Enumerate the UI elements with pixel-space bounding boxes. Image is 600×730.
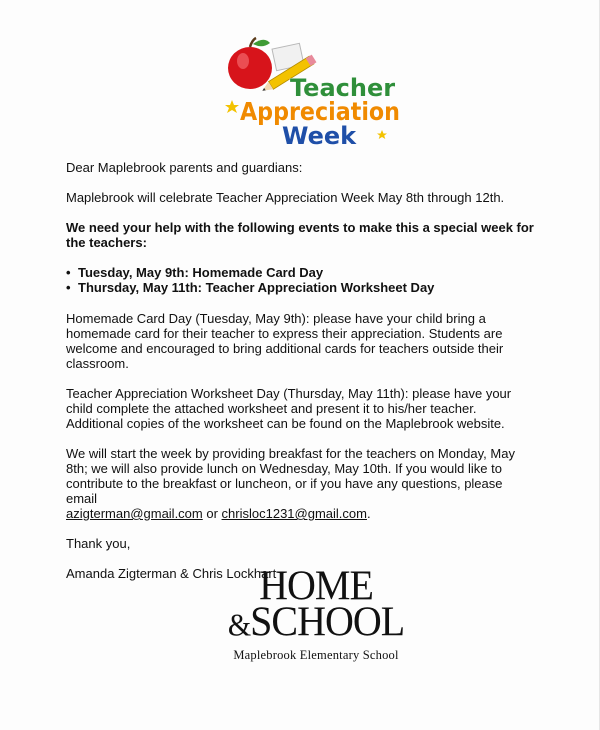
intro-paragraph: Maplebrook will celebrate Teacher Appreciation Week May 8th through 12th. [66,190,505,205]
logo-school-text: SCHOOL [250,597,405,645]
list-item [66,280,536,295]
home-and-school-logo [216,561,416,663]
breakfast-paragraph [66,446,536,521]
event-label: Tuesday, May 9th: Homemade Card Day [78,265,324,280]
email-link-chrisloc[interactable]: chrisloc1231@gmail.com [221,506,367,521]
logo-word-week: Week [282,122,357,150]
teacher-appreciation-week-logo [222,34,404,150]
apple-pencil-logo-icon [222,34,404,150]
logo-ampersand: & [227,608,251,643]
bullet-icon: • [66,280,71,295]
card-day-paragraph: Homemade Card Day (Tuesday, May 9th): please have your child bring a homemade card for their teacher to express their appreciation. Students are welcome and encouraged to bring additional cards for teachers outside their classroom. [66,311,504,371]
event-label: Thursday, May 11th: Teacher Appreciation Worksheet Day [78,280,435,295]
closing: Thank you, [66,536,131,551]
logo-school-line [216,597,416,645]
logo-home-text: HOME [259,561,373,610]
logo-word-teacher: Teacher [290,74,396,102]
bullet-icon: • [66,265,71,280]
worksheet-day-paragraph: Teacher Appreciation Worksheet Day (Thursday, May 11th): please have your child complete the attached worksheet and present it to his/her teacher. Additional copies of the worksheet can be found on the Maplebrook website. [66,386,512,431]
school-name: Maplebrook Elementary School [233,648,399,662]
greeting: Dear Maplebrook parents and guardians: [66,160,303,175]
period-text: . [366,506,371,521]
request-paragraph: We need your help with the following events to make this a special week for the teachers: [66,220,534,250]
logo-word-appreciation: Appreciation [240,97,400,126]
list-item [66,265,536,280]
or-text: or [202,506,222,521]
breakfast-text: We will start the week by providing breakfast for the teachers on Monday, May 8th; we will also provide lunch on Wednesday, May 10th. If you would like to contribute to the breakfast or luncheon, or if you have any questions, please email [66,446,515,506]
email-link-azigterman[interactable]: azigterman@gmail.com [66,506,203,521]
letter-body [66,160,536,581]
signature: Amanda Zigterman & Chris Lockhart [66,566,277,581]
events-list [66,265,536,295]
